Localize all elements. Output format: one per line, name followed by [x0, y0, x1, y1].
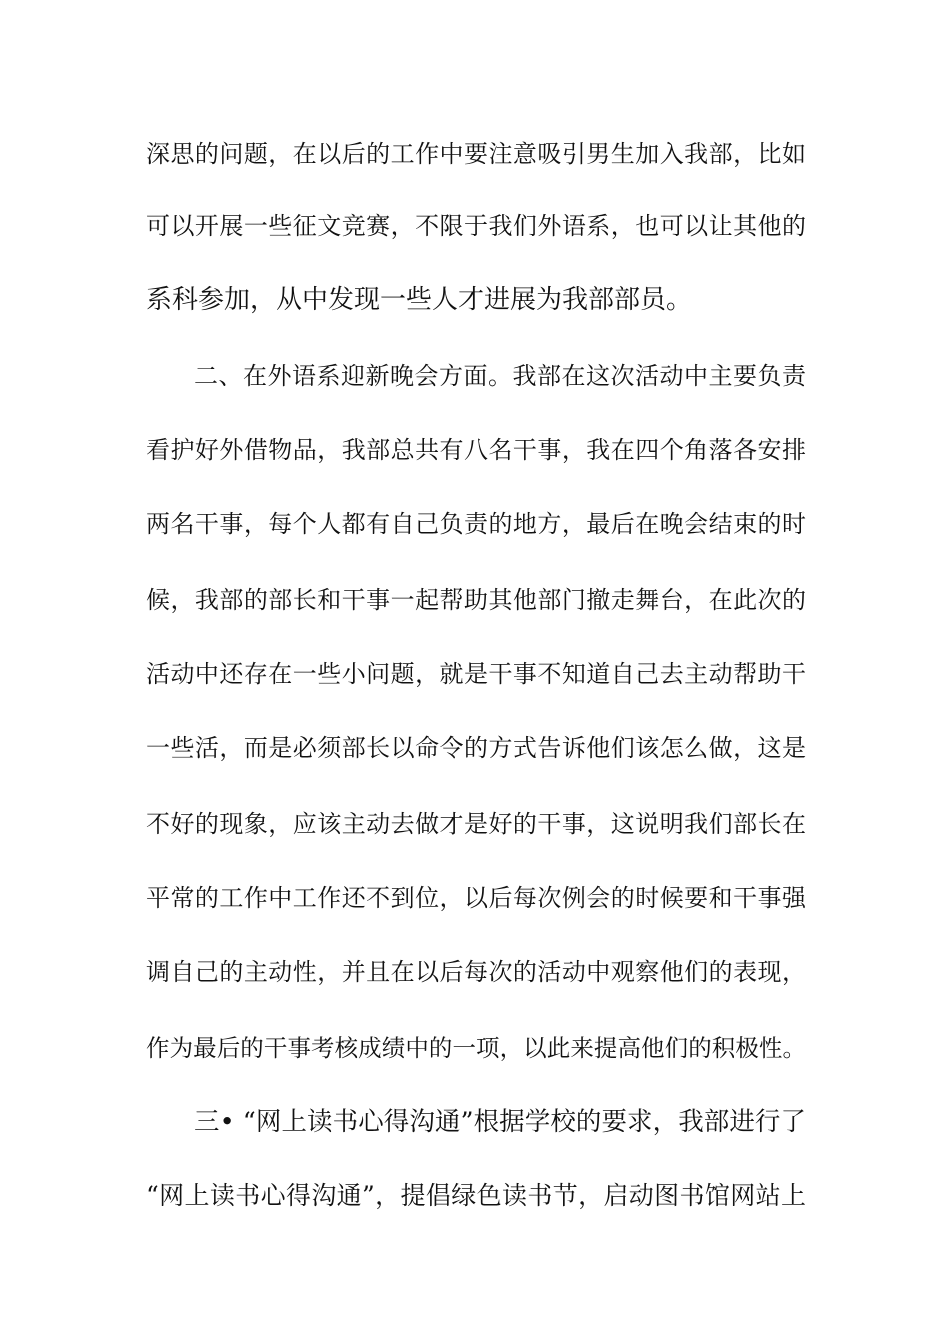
- text-line: 可以开展一些征文竞赛，不限于我们外语系，也可以让其他的: [146, 212, 806, 240]
- text-line: 不好的现象，应该主动去做才是好的干事，这说明我们部长在: [146, 810, 806, 838]
- paragraph-heading-line: 二、在外语系迎新晚会方面。我部在这次活动中主要负责: [194, 362, 806, 390]
- text-line: 平常的工作中工作还不到位，以后每次例会的时候要和干事强: [146, 884, 806, 912]
- text-line: 活动中还存在一些小问题，就是干事不知道自己去主动帮助干: [146, 660, 806, 688]
- text-line: 系科参加，从中发现一些人才进展为我部部员。: [146, 285, 693, 315]
- text-line: 深思的问题，在以后的工作中要注意吸引男生加入我部，比如: [146, 140, 806, 168]
- paragraph-heading-line: 三• “网上读书心得沟通”根据学校的要求，我部进行了: [194, 1107, 806, 1137]
- text-line: 两名干事，每个人都有自己负责的地方，最后在晚会结束的时: [146, 510, 806, 538]
- text-line: 作为最后的干事考核成绩中的一项，以此来提高他们的积极性。: [146, 1034, 806, 1062]
- text-line: 一些活，而是必须部长以命令的方式告诉他们该怎么做，这是: [146, 734, 806, 762]
- text-line: “网上读书心得沟通”，提倡绿色读书节，启动图书馆网站上: [146, 1181, 806, 1210]
- text-line: 候，我部的部长和干事一起帮助其他部门撤走舞台，在此次的: [146, 586, 806, 614]
- text-line: 看护好外借物品，我部总共有八名干事，我在四个角落各安排: [146, 436, 806, 464]
- text-line: 调自己的主动性，并且在以后每次的活动中观察他们的表现，: [146, 958, 806, 986]
